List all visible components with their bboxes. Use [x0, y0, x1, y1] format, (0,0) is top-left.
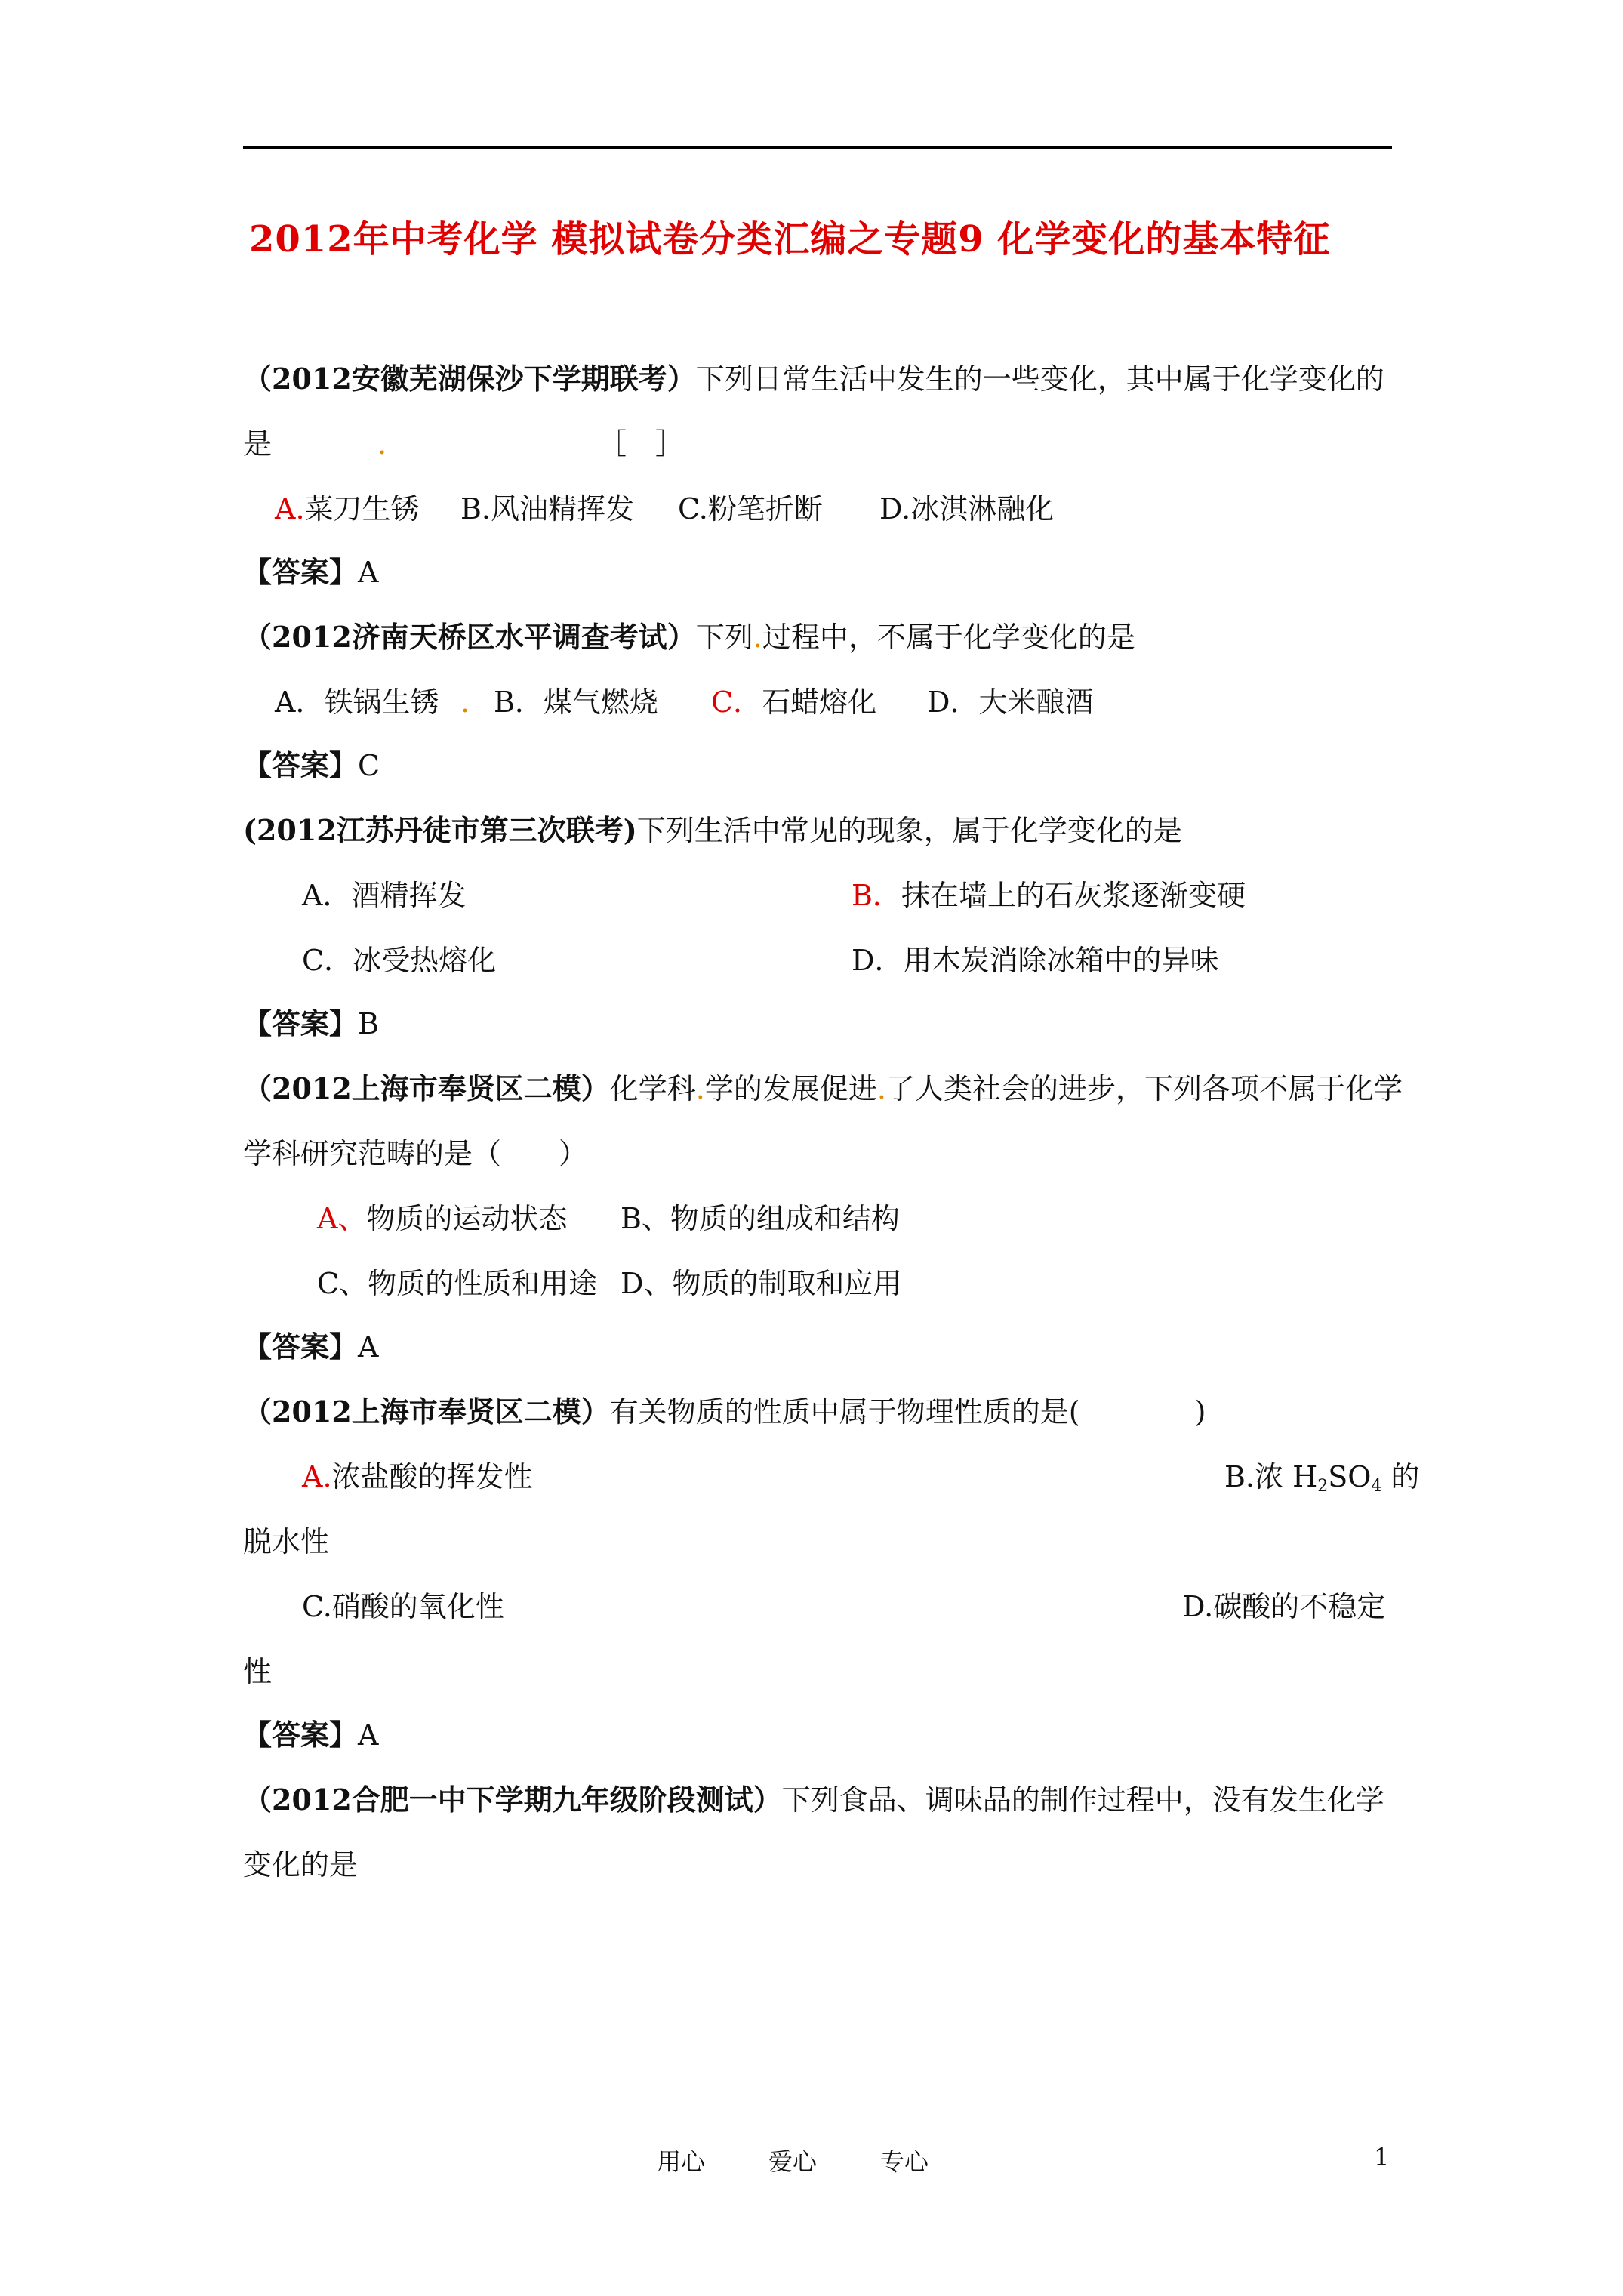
- q6-source: （2012合肥一中下学期九年级阶段测试）: [243, 1783, 782, 1817]
- q1-line1: [243, 361, 1384, 397]
- q3-answer-value: B: [358, 1007, 379, 1040]
- q6-line2: 变化的是: [243, 1848, 359, 1881]
- q5-option-b-mid: SO: [1328, 1460, 1372, 1493]
- q5-answer-value: A: [358, 1718, 379, 1752]
- q2-answer-label: 【答案】: [243, 748, 359, 782]
- q2-mark-dot: .: [753, 621, 762, 654]
- q4-option-b: B、物质的组成和结构: [621, 1202, 900, 1235]
- q3-option-a: A．酒精挥发: [302, 879, 467, 912]
- q1-option-a: [275, 491, 420, 527]
- q4-option-a-text: 物质的运动状态: [366, 1202, 568, 1235]
- q3-answer: [243, 1006, 379, 1042]
- q1-line2: [243, 426, 272, 462]
- q6-stem: 下列食品、调味品的制作过程中，没有发生化学: [781, 1783, 1384, 1817]
- q5-option-b-pre: B.浓 H: [1224, 1460, 1318, 1493]
- q4-answer-label: 【答案】: [243, 1330, 359, 1364]
- q3-option-b-letter: B．: [852, 879, 901, 912]
- q3-option-b: [852, 877, 1246, 914]
- q4-source: （2012上海市奉贤区二模）: [243, 1071, 610, 1105]
- q1-bracket: ［ ］: [598, 427, 685, 461]
- q2-source: （2012济南天桥区水平调查考试）: [243, 620, 696, 654]
- q5-option-d-line2: 性: [243, 1655, 273, 1688]
- q5-option-b-post: 的: [1381, 1460, 1420, 1493]
- header-rule: [243, 146, 1392, 149]
- q1-option-a-letter: A.: [275, 492, 305, 525]
- q1-mark-dot: .: [377, 427, 387, 461]
- q2-line1: [243, 619, 1135, 655]
- q5-option-a-text: 浓盐酸的挥发性: [331, 1460, 533, 1493]
- q4-stem-b: 学的发展促进: [704, 1072, 877, 1105]
- q1-source: （2012安徽芜湖保沙下学期联考）: [243, 362, 696, 396]
- q5-option-a: [302, 1459, 533, 1495]
- q3-source: (2012江苏丹徒市第三次联考): [243, 813, 637, 847]
- q5-option-d: D.碳酸的不稳定: [1182, 1590, 1386, 1623]
- q2-option-a: A．铁锅生锈: [275, 686, 439, 719]
- q5-option-c: C.硝酸的氧化性: [302, 1590, 504, 1623]
- q1-stem-continued: 是: [243, 427, 273, 461]
- q1-answer: [243, 554, 378, 590]
- q3-answer-label: 【答案】: [243, 1006, 359, 1040]
- q3-stem: 下列生活中常见的现象，属于化学变化的是: [636, 814, 1182, 847]
- q2-stem-b: 过程中，不属于化学变化的是: [762, 621, 1135, 654]
- q4-mark-dot2: .: [876, 1072, 886, 1105]
- q2-option-b: B．煤气燃烧: [494, 686, 658, 719]
- q1-answer-label: 【答案】: [243, 555, 359, 589]
- q4-option-a: [317, 1200, 567, 1237]
- q6-line1: [243, 1782, 1384, 1818]
- q2-stem-a: 下列: [695, 621, 753, 654]
- q4-mark-dot: .: [695, 1072, 705, 1105]
- q3-option-b-text: 抹在墙上的石灰浆逐渐变硬: [901, 879, 1246, 912]
- q5-sub-2: 2: [1317, 1477, 1329, 1496]
- q4-option-a-letter: A、: [317, 1202, 367, 1235]
- q2-option-c-text: 石蜡熔化: [762, 686, 877, 719]
- q5-option-a-letter: A.: [302, 1460, 332, 1493]
- q4-answer-value: A: [358, 1330, 379, 1364]
- q5-sub-4: 4: [1371, 1477, 1382, 1496]
- q4-line2: 学科研究范畴的是（ ）: [243, 1137, 588, 1170]
- q4-option-d: D、物质的制取和应用: [621, 1267, 902, 1300]
- page-title: 2012年中考化学 模拟试卷分类汇编之专题9 化学变化的基本特征: [249, 218, 1331, 260]
- q5-option-b-line2: 脱水性: [243, 1525, 330, 1558]
- q5-line1: [243, 1394, 1206, 1430]
- q1-option-c: C.粉笔折断: [678, 492, 823, 525]
- q1-option-a-text: 菜刀生锈: [304, 492, 420, 525]
- q2-option-c-letter: C．: [711, 686, 762, 719]
- q1-answer-value: A: [358, 556, 379, 589]
- q3-option-d: D．用木炭消除冰箱中的异味: [852, 944, 1219, 977]
- q5-option-b: [1224, 1459, 1420, 1505]
- q5-stem: 有关物质的性质中属于物理性质的是( ): [609, 1395, 1206, 1428]
- footer-aixin: 爱心: [768, 2147, 818, 2176]
- q4-stem-c: 了人类社会的进步，下列各项不属于化学: [885, 1072, 1403, 1105]
- q4-stem-a: 化学科: [609, 1072, 696, 1105]
- q5-source: （2012上海市奉贤区二模）: [243, 1395, 610, 1428]
- q1-option-b: B.风油精挥发: [460, 492, 635, 525]
- q4-line1: [243, 1071, 1403, 1107]
- q1-option-d: D.冰淇淋融化: [879, 492, 1055, 525]
- q2-answer: [243, 747, 380, 784]
- q5-answer-label: 【答案】: [243, 1718, 359, 1752]
- q2-option-c: [711, 684, 876, 720]
- q3-option-c: C．冰受热熔化: [302, 944, 497, 977]
- q4-answer: [243, 1329, 378, 1365]
- q2-mark-dot2: .: [460, 686, 470, 719]
- footer-zhuanxin: 专心: [880, 2147, 929, 2176]
- q1-stem: 下列日常生活中发生的一些变化，其中属于化学变化的: [695, 362, 1384, 396]
- q3-line1: [243, 812, 1182, 849]
- q4-option-c: C、物质的性质和用途: [317, 1267, 598, 1300]
- q2-option-d: D．大米酿酒: [927, 686, 1094, 719]
- q5-answer: [243, 1717, 378, 1753]
- footer-yongxin: 用心: [657, 2147, 706, 2176]
- page-number: 1: [1374, 2143, 1390, 2171]
- q2-answer-value: C: [358, 749, 380, 782]
